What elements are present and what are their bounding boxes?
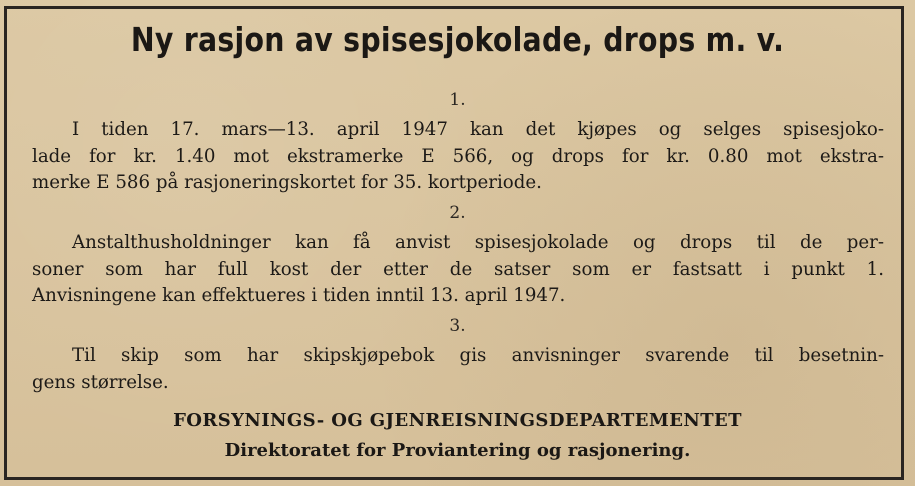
section-2-line-1: Anstalthusholdninger kan få anvist spisesjokolade og drops til de per- (72, 232, 884, 253)
section-3-line-1: Til skip som har skipskjøpebok gis anvisninger svarende til besetnin- (72, 345, 884, 366)
department-name: FORSYNINGS- OG GJENREISNINGSDEPARTEMENTET (173, 410, 742, 431)
section-2-text (32, 230, 884, 310)
section-1-line-1: I tiden 17. mars—13. april 1947 kan det kjøpes og selges spisesjoko- (72, 119, 884, 140)
section-2-line-3: Anvisningene kan effektueres i tiden inntil 13. april 1947. (32, 285, 566, 306)
section-number-1: 1. (449, 90, 466, 110)
directorate-name: Direktoratet for Proviantering og rasjonering. (224, 440, 691, 461)
notice-headline: Ny rasjon av spisesjokolade, drops m. v. (130, 20, 785, 59)
section-2-line-2: soner som har full kost der etter de satser som er fastsatt i punkt 1. (32, 258, 884, 280)
section-3-text (32, 343, 884, 396)
section-3-line-2: gens størrelse. (32, 371, 169, 393)
section-1-text (32, 117, 884, 197)
section-number-3: 3. (449, 316, 466, 336)
section-number-2: 2. (449, 203, 466, 223)
section-1-line-3: merke E 586 på rasjoneringskortet for 35. kortperiode. (32, 172, 542, 193)
section-1-line-2: lade for kr. 1.40 mot ekstramerke E 566, og drops for kr. 0.80 mot ekstra- (32, 145, 884, 167)
